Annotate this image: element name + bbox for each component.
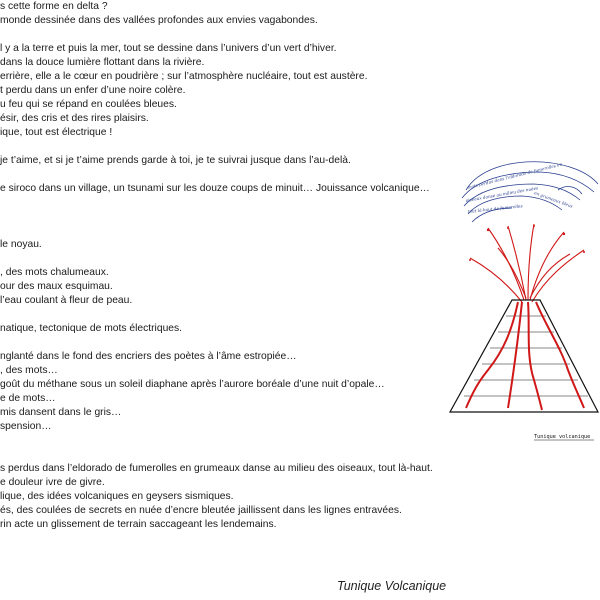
poem-line <box>0 140 450 154</box>
poem-signature: Tunique Volcanique <box>337 579 447 593</box>
poem-line: , des mots chalumeaux. <box>0 267 109 278</box>
poem-line: e douleur ivre de givre. <box>0 477 105 488</box>
poem-line <box>0 196 450 210</box>
poem-line: goût du méthane sous un soleil diaphane après l’aurore boréale d’une nuit d’opale… <box>0 379 385 390</box>
poem-line <box>0 336 450 350</box>
poem-line: nglanté dans le fond des encriers des poètes à l’âme estropiée… <box>0 351 297 362</box>
volcano-calligram <box>448 150 600 450</box>
poem-line: spension… <box>0 421 52 432</box>
svg-text:en grumeaux bleus: en grumeaux bleus <box>533 190 574 209</box>
calligram-caption: Tunique volcanique <box>534 434 591 440</box>
poem-line <box>0 308 450 322</box>
poem-line: ésir, des cris et des rires plaisirs. <box>0 113 149 124</box>
poem-line: monde dessinée dans des vallées profondes aux envies vagabondes. <box>0 15 318 26</box>
poem-line: errière, elle a le cœur en poudrière ; sur l’atmosphère nucléaire, tout est austère. <box>0 71 368 82</box>
poem-line <box>0 434 450 448</box>
poem-line: natique, tectonique de mots électriques. <box>0 323 183 334</box>
svg-text:tout là-haut de fumerolles: tout là-haut de fumerolles <box>467 203 523 214</box>
poem-line: e siroco dans un village, un tsunami sur les douze coups de minuit… Jouissance volcanique… <box>0 183 430 194</box>
poem-line: t perdu dans un enfer d’une noire colère. <box>0 85 186 96</box>
poem-line <box>0 224 450 238</box>
poem-line <box>0 448 450 462</box>
svg-text:oiseaux danse au milieu des nu: oiseaux danse au milieu des nuées <box>465 185 539 203</box>
poem-line: e de mots… <box>0 393 56 404</box>
poem-line: lique, des idées volcaniques en geysers sismiques. <box>0 491 234 502</box>
poem-line: l y a la terre et puis la mer, tout se dessine dans l’univers d’un vert d’hiver. <box>0 43 337 54</box>
poem-line: mis dansent dans le gris… <box>0 407 122 418</box>
lava-eruption <box>470 224 584 302</box>
poem-line: je t’aime, et si je t’aime prends garde à toi, je te suivrai jusque dans l’au-delà. <box>0 155 351 166</box>
poem-line: our des maux esquimau. <box>0 281 113 292</box>
smoke-text: mots perdus dans l’eldorado de fumerolles en <box>467 161 563 190</box>
poem-line <box>0 252 450 266</box>
volcano-body <box>450 300 598 412</box>
poem-line: u feu qui se répand en coulées bleues. <box>0 99 177 110</box>
poem-line <box>0 28 450 42</box>
poem-line: ique, tout est électrique ! <box>0 127 113 138</box>
poem-line: és, des coulées de secrets en nuée d’encre bleutée jaillissent dans les lignes entravées. <box>0 505 402 516</box>
poem-line: le noyau. <box>0 239 42 250</box>
poem-line: s cette forme en delta ? <box>0 1 108 12</box>
poem-line: , des mots… <box>0 365 58 376</box>
poem-line: s perdus dans l’eldorado de fumerolles en grumeaux danse au milieu des oiseaux, tout là-haut. <box>0 463 433 474</box>
poem-line: l’eau coulant à fleur de peau. <box>0 295 133 306</box>
poem-line: rin acte un glissement de terrain saccageant les lendemains. <box>0 519 277 530</box>
poem-line <box>0 168 450 182</box>
poem-line <box>0 210 450 224</box>
poem-line: dans la douce lumière flottant dans la rivière. <box>0 57 205 68</box>
